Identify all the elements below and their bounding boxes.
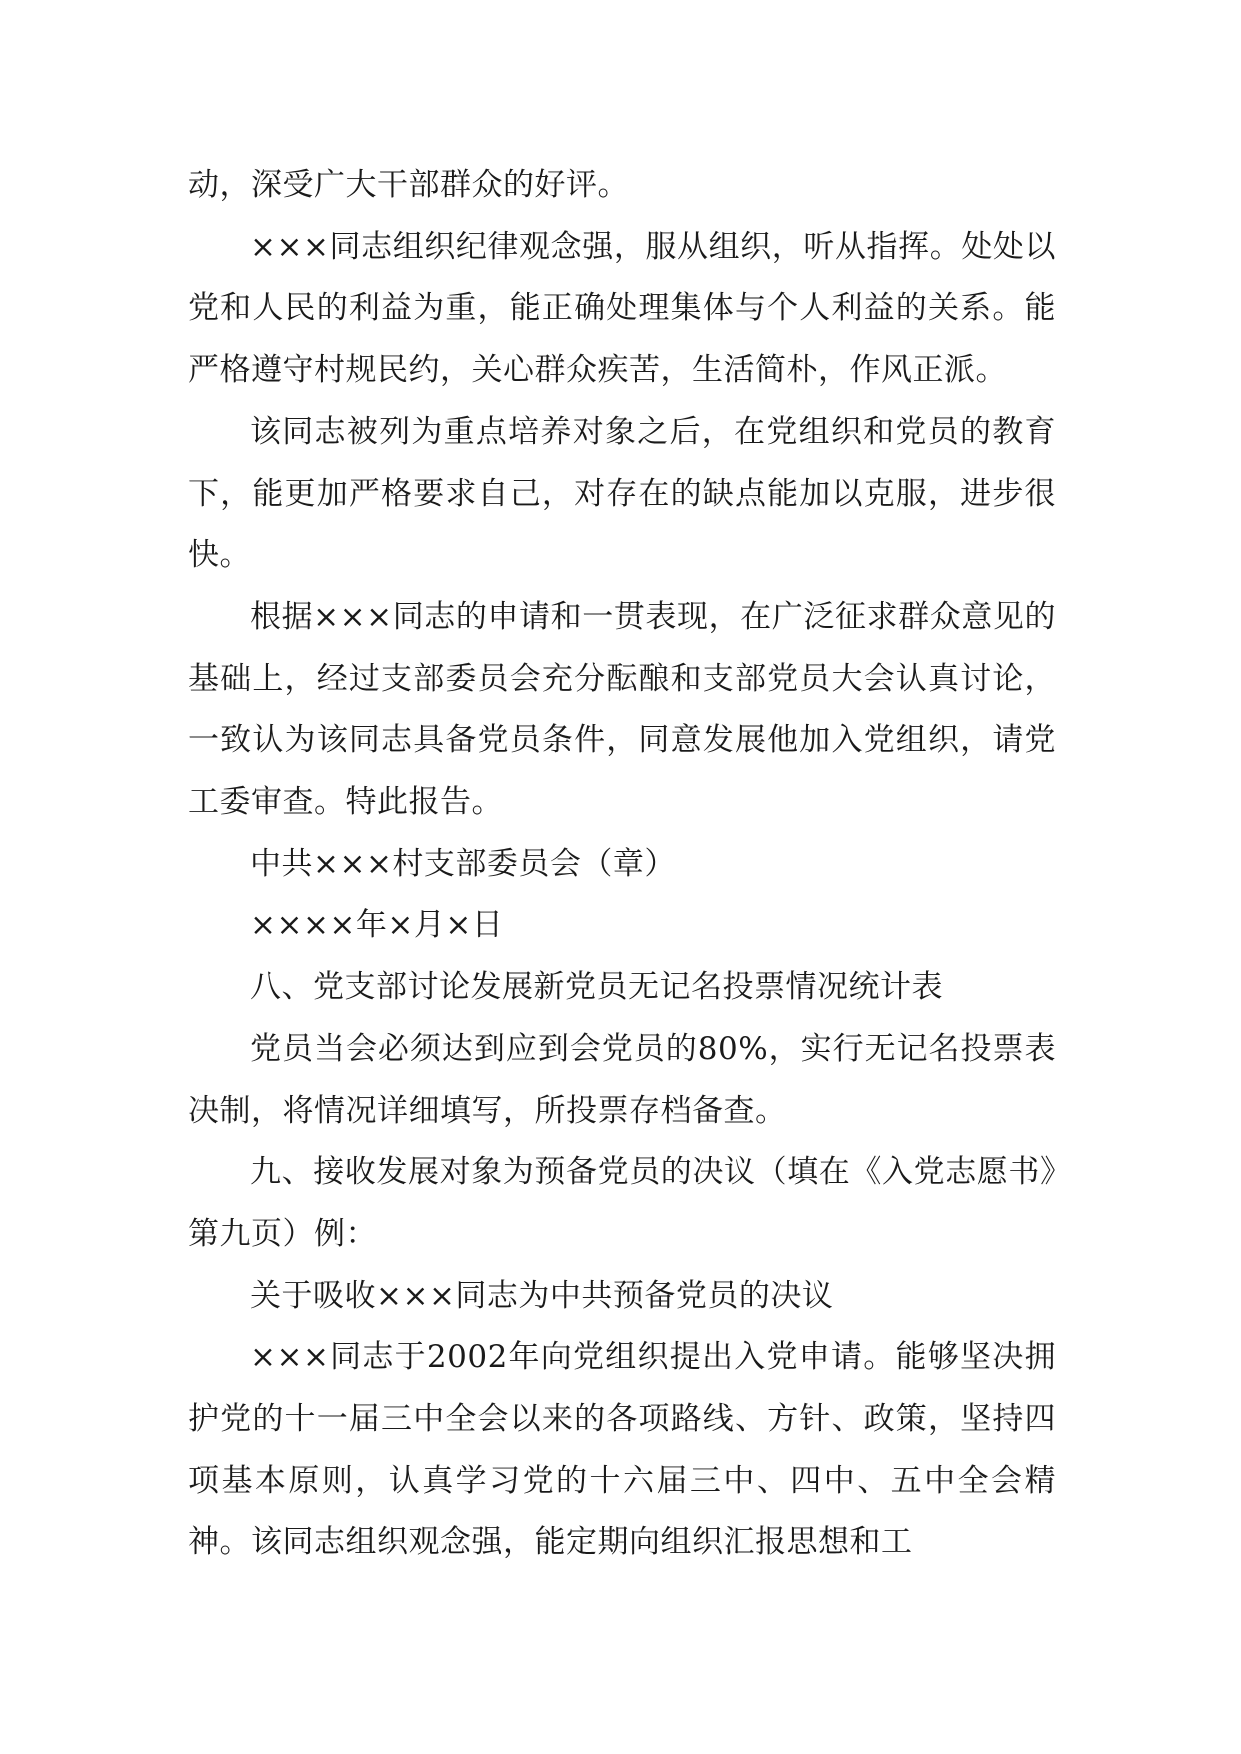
- paragraph-resolution-body: ×××同志于2002年向党组织提出入党申请。能够坚决拥护党的十一届三中全会以来的各项路线、方针、政策，坚持四项基本原则，认真学习党的十六届三中、四中、五中全会精神。该同志组织观念强，能定期向组织汇报思想和工: [188, 1339, 1056, 1561]
- paragraph-conclusion: 根据×××同志的申请和一贯表现，在广泛征求群众意见的基础上，经过支部委员会充分酝酿和支部党员大会认真讨论，一致认为该同志具备党员条件，同意发展他加入党组织，请党工委审查。特此报告。: [188, 598, 1056, 821]
- paragraph-continuation: 动，深受广大干部群众的好评。: [188, 167, 629, 203]
- signature-date: ××××年×月×日: [250, 907, 504, 944]
- paragraph-training: 该同志被列为重点培养对象之后，在党组织和党员的教育下，能更加严格要求自己，对存在的缺点能加以克服，进步很快。: [188, 413, 1056, 574]
- resolution-title: 关于吸收×××同志为中共预备党员的决议: [250, 1277, 834, 1314]
- document-body: [188, 155, 1056, 1574]
- section-heading-eight: 八、党支部讨论发展新党员无记名投票情况统计表: [250, 969, 943, 1006]
- section-heading-nine: 九、接收发展对象为预备党员的决议（填在《入党志愿书》第九页）例：: [188, 1154, 1056, 1252]
- paragraph-voting-rules: 党员当会必须达到应到会党员的80%，实行无记名投票表决制，将情况详细填写，所投票存档备查。: [188, 1030, 1056, 1129]
- signature-committee: 中共×××村支部委员会（章）: [250, 845, 676, 882]
- paragraph-discipline: ×××同志组织纪律观念强，服从组织，听从指挥。处处以党和人民的利益为重，能正确处理集体与个人利益的关系。能严格遵守村规民约，关心群众疾苦，生活简朴，作风正派。: [188, 228, 1056, 389]
